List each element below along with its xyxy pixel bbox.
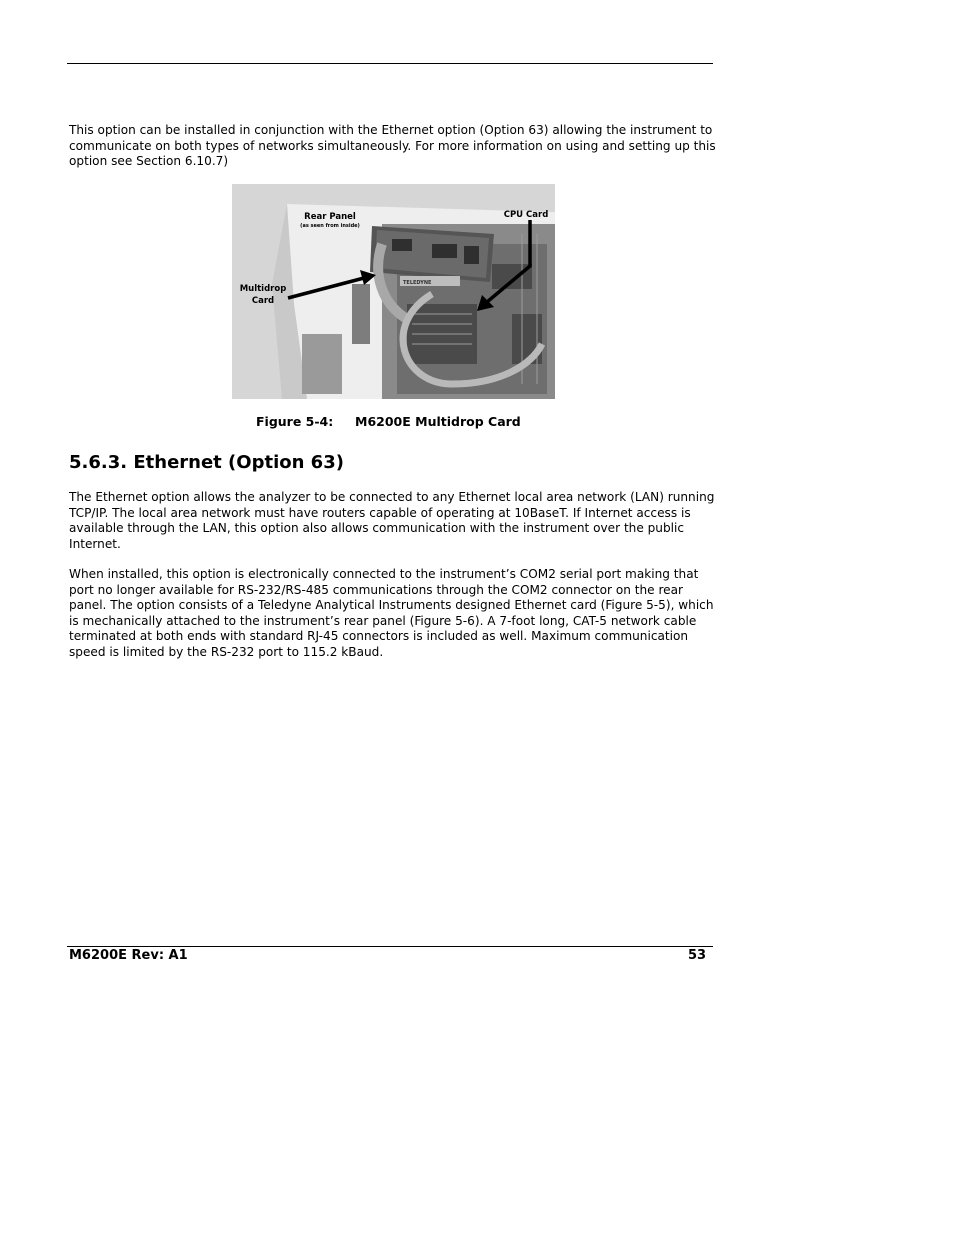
figure-caption-title: M6200E Multidrop Card [355,414,521,429]
multidrop-label-line2: Card [251,296,275,306]
rear-panel-label: Rear Panel [304,212,356,222]
cpu-card-label: CPU Card [503,210,549,220]
footer-page-number: 53 [688,948,707,963]
intro-paragraph: This option can be installed in conjunction with the Ethernet option (Option 63) allowing the instrument to communicate on both types of networks simultaneously. For more information on using and setting up this option see Section 6.10.7) [69,123,716,168]
header-rule [67,63,713,64]
footer-rule [67,946,713,947]
multidrop-card-photo [232,184,555,399]
ethernet-paragraph-2: When installed, this option is electronically connected to the instrument’s COM2 serial port making that port no longer available for RS-232/RS-485 communications through the COM2 connector on the rear panel. The option consists of a Teledyne Analytical Instruments designed Ethernet card (Figure 5-5), which is mechanically attached to the instrument’s rear panel (Figure 5-6). A 7-foot long, CAT-5 network cable terminated at both ends with standard RJ-45 connectors is included as well. Maximum communication speed is limited by the RS-232 port to 115.2 kBaud. [69,567,714,659]
photo-illustration [232,184,555,399]
rear-panel-sublabel: (as seen from inside) [300,223,360,229]
multidrop-label-line1: Multidrop [239,284,287,294]
ethernet-paragraph-1: The Ethernet option allows the analyzer to be connected to any Ethernet local area network (LAN) running TCP/IP. The local area network must have routers capable of operating at 10BaseT. If Internet access is available through the LAN, this option also allows communication with the instrument over the public Internet. [69,490,715,551]
figure-caption-number: Figure 5-4: [256,414,334,429]
board-marking: TELEDYNE [403,280,432,286]
section-heading: 5.6.3. Ethernet (Option 63) [69,452,344,473]
figure-caption [256,414,521,429]
footer-doc-id: M6200E Rev: A1 [69,948,188,963]
